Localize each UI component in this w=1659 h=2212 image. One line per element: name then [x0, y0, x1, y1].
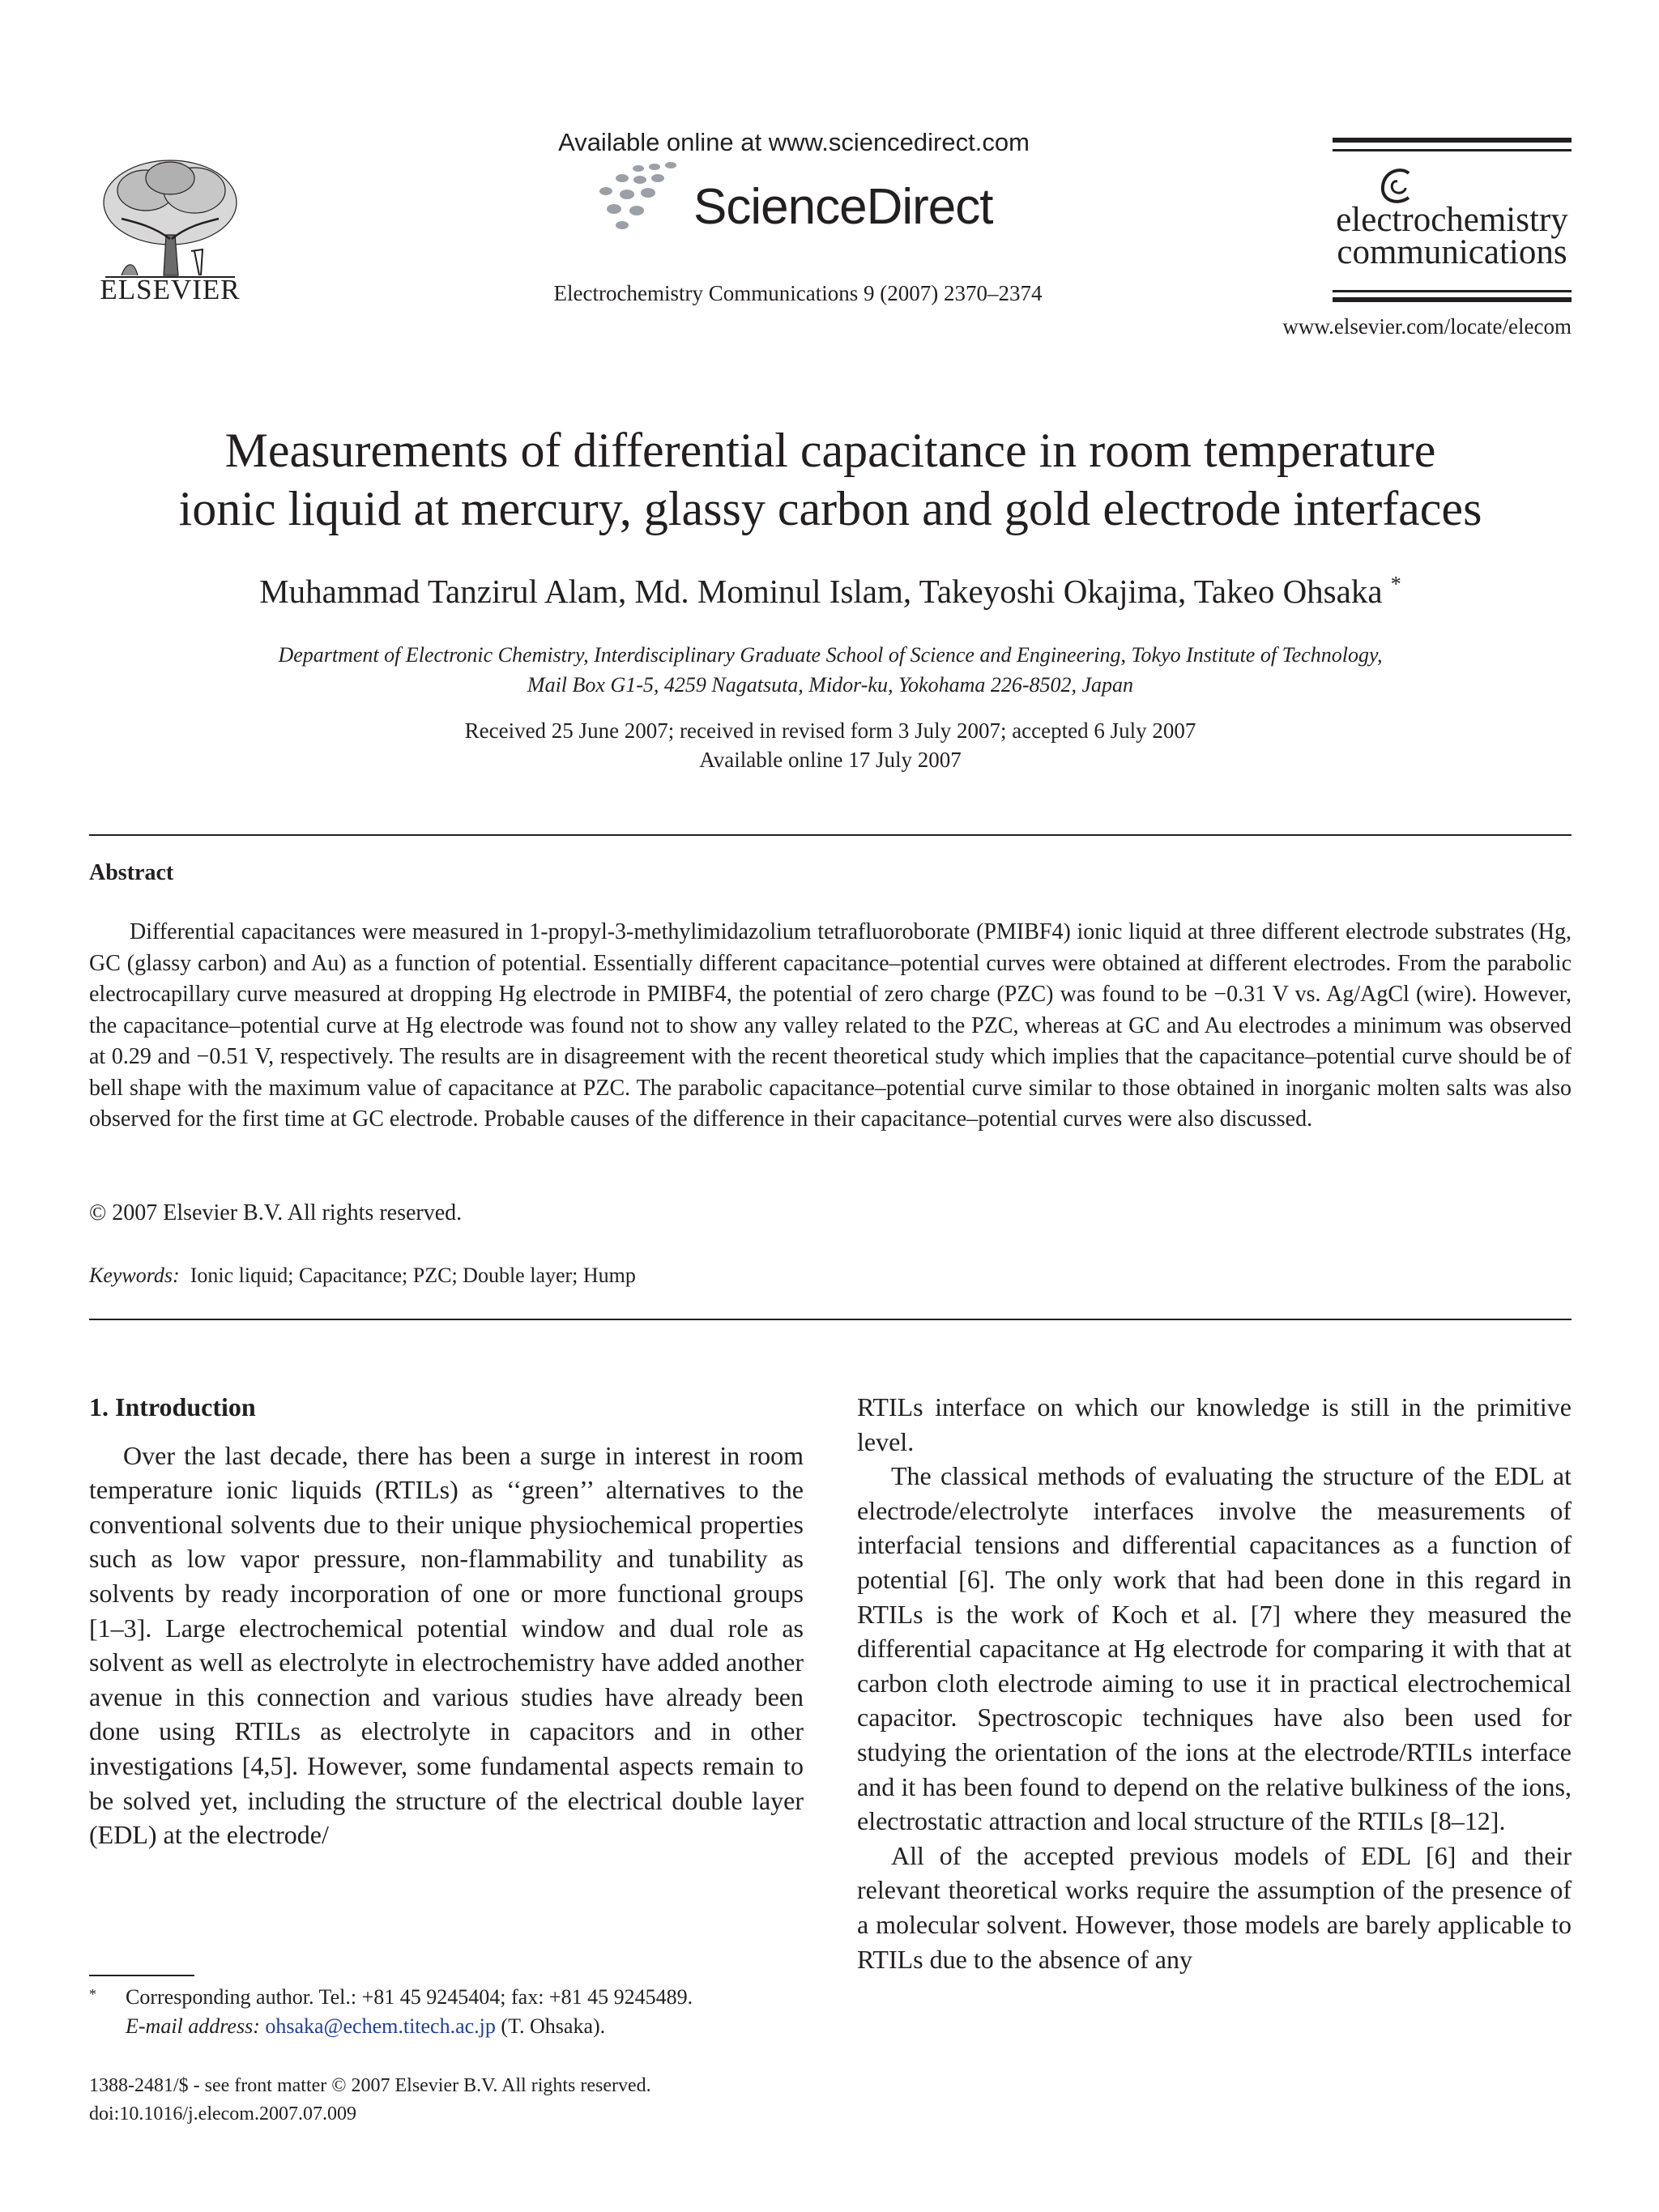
- header-rule: [1333, 138, 1572, 143]
- title-line: ionic liquid at mercury, glassy carbon and gold electrode interfaces: [178, 482, 1482, 535]
- received-dates: Received 25 June 2007; received in revised form 3 July 2007; accepted 6 July 2007: [464, 718, 1196, 743]
- keywords-label: Keywords:: [89, 1264, 180, 1287]
- header-rule: [1333, 149, 1572, 151]
- keywords: [89, 1264, 636, 1288]
- body-paragraph: All of the accepted previous models of EDL [6] and their relevant theoretical works require the assumption of the presence of a molecular solvent. However, those models are barely applicable to RTILs due to the absence of any: [857, 1840, 1572, 1974]
- footnote-email-line: [89, 2012, 818, 2041]
- affiliation: [89, 640, 1572, 700]
- email-link[interactable]: ohsaka@echem.titech.ac.jp: [265, 2014, 496, 2038]
- email-label: E-mail address:: [126, 2014, 260, 2038]
- affiliation-line: Mail Box G1-5, 4259 Nagatsuta, Midor-ku, Yokohama 226-8502, Japan: [527, 673, 1134, 697]
- journal-url[interactable]: www.elsevier.com/locate/elecom: [1282, 314, 1572, 339]
- abstract-copyright: © 2007 Elsevier B.V. All rights reserved.: [89, 1200, 463, 1225]
- section-heading: 1. Introduction: [89, 1392, 256, 1421]
- header-rule: [1333, 297, 1572, 302]
- front-matter-info: [89, 2072, 818, 2129]
- footnote-rule: [89, 1975, 194, 1976]
- sciencedirect-dots-icon: [590, 159, 687, 232]
- article-dates: [89, 716, 1572, 774]
- footnote-line: Corresponding author. Tel.: +81 45 9245404; fax: +81 45 9245489.: [126, 1985, 693, 2009]
- sciencedirect-wordmark: ScienceDirect: [693, 179, 993, 235]
- corresponding-author-mark[interactable]: *: [1390, 572, 1401, 596]
- authors-text: Muhammad Tanzirul Alam, Md. Mominul Islam, Takeyoshi Okajima, Takeo Ohsaka: [259, 573, 1383, 610]
- abstract-top-rule: [89, 834, 1572, 836]
- body-column-left: [89, 1390, 804, 1852]
- issn-line: 1388-2481/$ - see front matter © 2007 Elsevier B.V. All rights reserved.: [89, 2075, 651, 2096]
- body-paragraph: The classical methods of evaluating the structure of the EDL at electrode/electrolyte interfaces involve the measurements of interfacial tensions and differential capacitances as a function of potential [6]. The only work that had been done in this regard in RTILs is the work of Koch et al. [7] where they measured the differential capacitance at Hg electrode for comparing it with that at carbon cloth electrode aiming to use it in practical electrochemical capacitor. Spectroscopic techniques have also been used for studying the orientation of the ions at the electrode/RTILs interface and it has been found to depend on the relative bulkiness of the ions, electrostatic attraction and local structure of the RTILs [8–12].: [857, 1461, 1572, 1836]
- body-paragraph: Over the last decade, there has been a surge in interest in room temperature ionic liquids (RTILs) as ‘‘green’’ alternatives to the conventional solvents due to their unique physiochemical properties such as low vapor pressure, non-flammability and tunability as solvents by ready incorporation of one or more functional groups [1–3]. Large electrochemical potential window and dual role as solvent as well as electrolyte in electrochemistry have added another avenue in this connection and various studies have already been done using RTILs as electrolyte in capacitors and in other investigations [4,5]. However, some fundamental aspects remain to be solved yet, including the structure of the electrical double layer (EDL) at the electrode/: [89, 1440, 804, 1850]
- article-title: [89, 421, 1572, 538]
- available-online-text: Available online at www.sciencedirect.com: [558, 128, 1030, 156]
- abstract-bottom-rule: [89, 1319, 1572, 1320]
- available-online-date: Available online 17 July 2007: [699, 748, 962, 772]
- body-paragraph: RTILs interface on which our knowledge is still in the primitive level.: [857, 1392, 1572, 1456]
- journal-name-line1: electrochemistry: [1336, 201, 1568, 239]
- abstract-heading: Abstract: [89, 860, 174, 885]
- footnote: [89, 1983, 818, 2041]
- footnote-mark: *: [89, 1986, 96, 2002]
- keywords-list: Ionic liquid; Capacitance; PZC; Double layer; Hump: [190, 1264, 636, 1287]
- journal-citation: Electrochemistry Communications 9 (2007) 2370–2374: [553, 281, 1043, 305]
- body-column-right: [857, 1390, 1572, 1976]
- email-suffix: (T. Ohsaka).: [501, 2014, 606, 2038]
- journal-name-line2: communications: [1337, 233, 1567, 271]
- abstract-text: Differential capacitances were measured in 1-propyl-3-methylimidazolium tetrafluoroborate (PMIBF4) ionic liquid at three different electrode substrates (Hg, GC (glassy carbon) and Au) as a function of potential. Essentially different capacitance–potential curves were obtained at different electrodes. From the parabolic electrocapillary curve measured at dropping Hg electrode in PMIBF4, the potential of zero charge (PZC) was found to be −0.31 V vs. Ag/AgCl (wire). However, the capacitance–potential curve at Hg electrode was found not to show any valley related to the PZC, whereas at GC and Au electrodes a minimum was observed at 0.29 and −0.51 V, respectively. The results are in disagreement with the recent theoretical study which implies that the capacitance–potential curve should be of bell shape with the maximum value of capacitance at PZC. The parabolic capacitance–potential curve similar to those obtained in inorganic molten salts was also observed for the first time at GC electrode. Probable causes of the difference in their capacitance–potential curves were also discussed.: [89, 919, 1572, 1132]
- author-list: [89, 572, 1572, 611]
- header-rule: [1333, 290, 1572, 292]
- affiliation-line: Department of Electronic Chemistry, Interdisciplinary Graduate School of Science and Engineering, Tokyo Institute of Technology,: [278, 643, 1383, 667]
- doi-line[interactable]: doi:10.1016/j.elecom.2007.07.009: [89, 2103, 356, 2125]
- title-line: Measurements of differential capacitance in room temperature: [224, 424, 1436, 477]
- publisher-name: ELSEVIER: [100, 274, 241, 305]
